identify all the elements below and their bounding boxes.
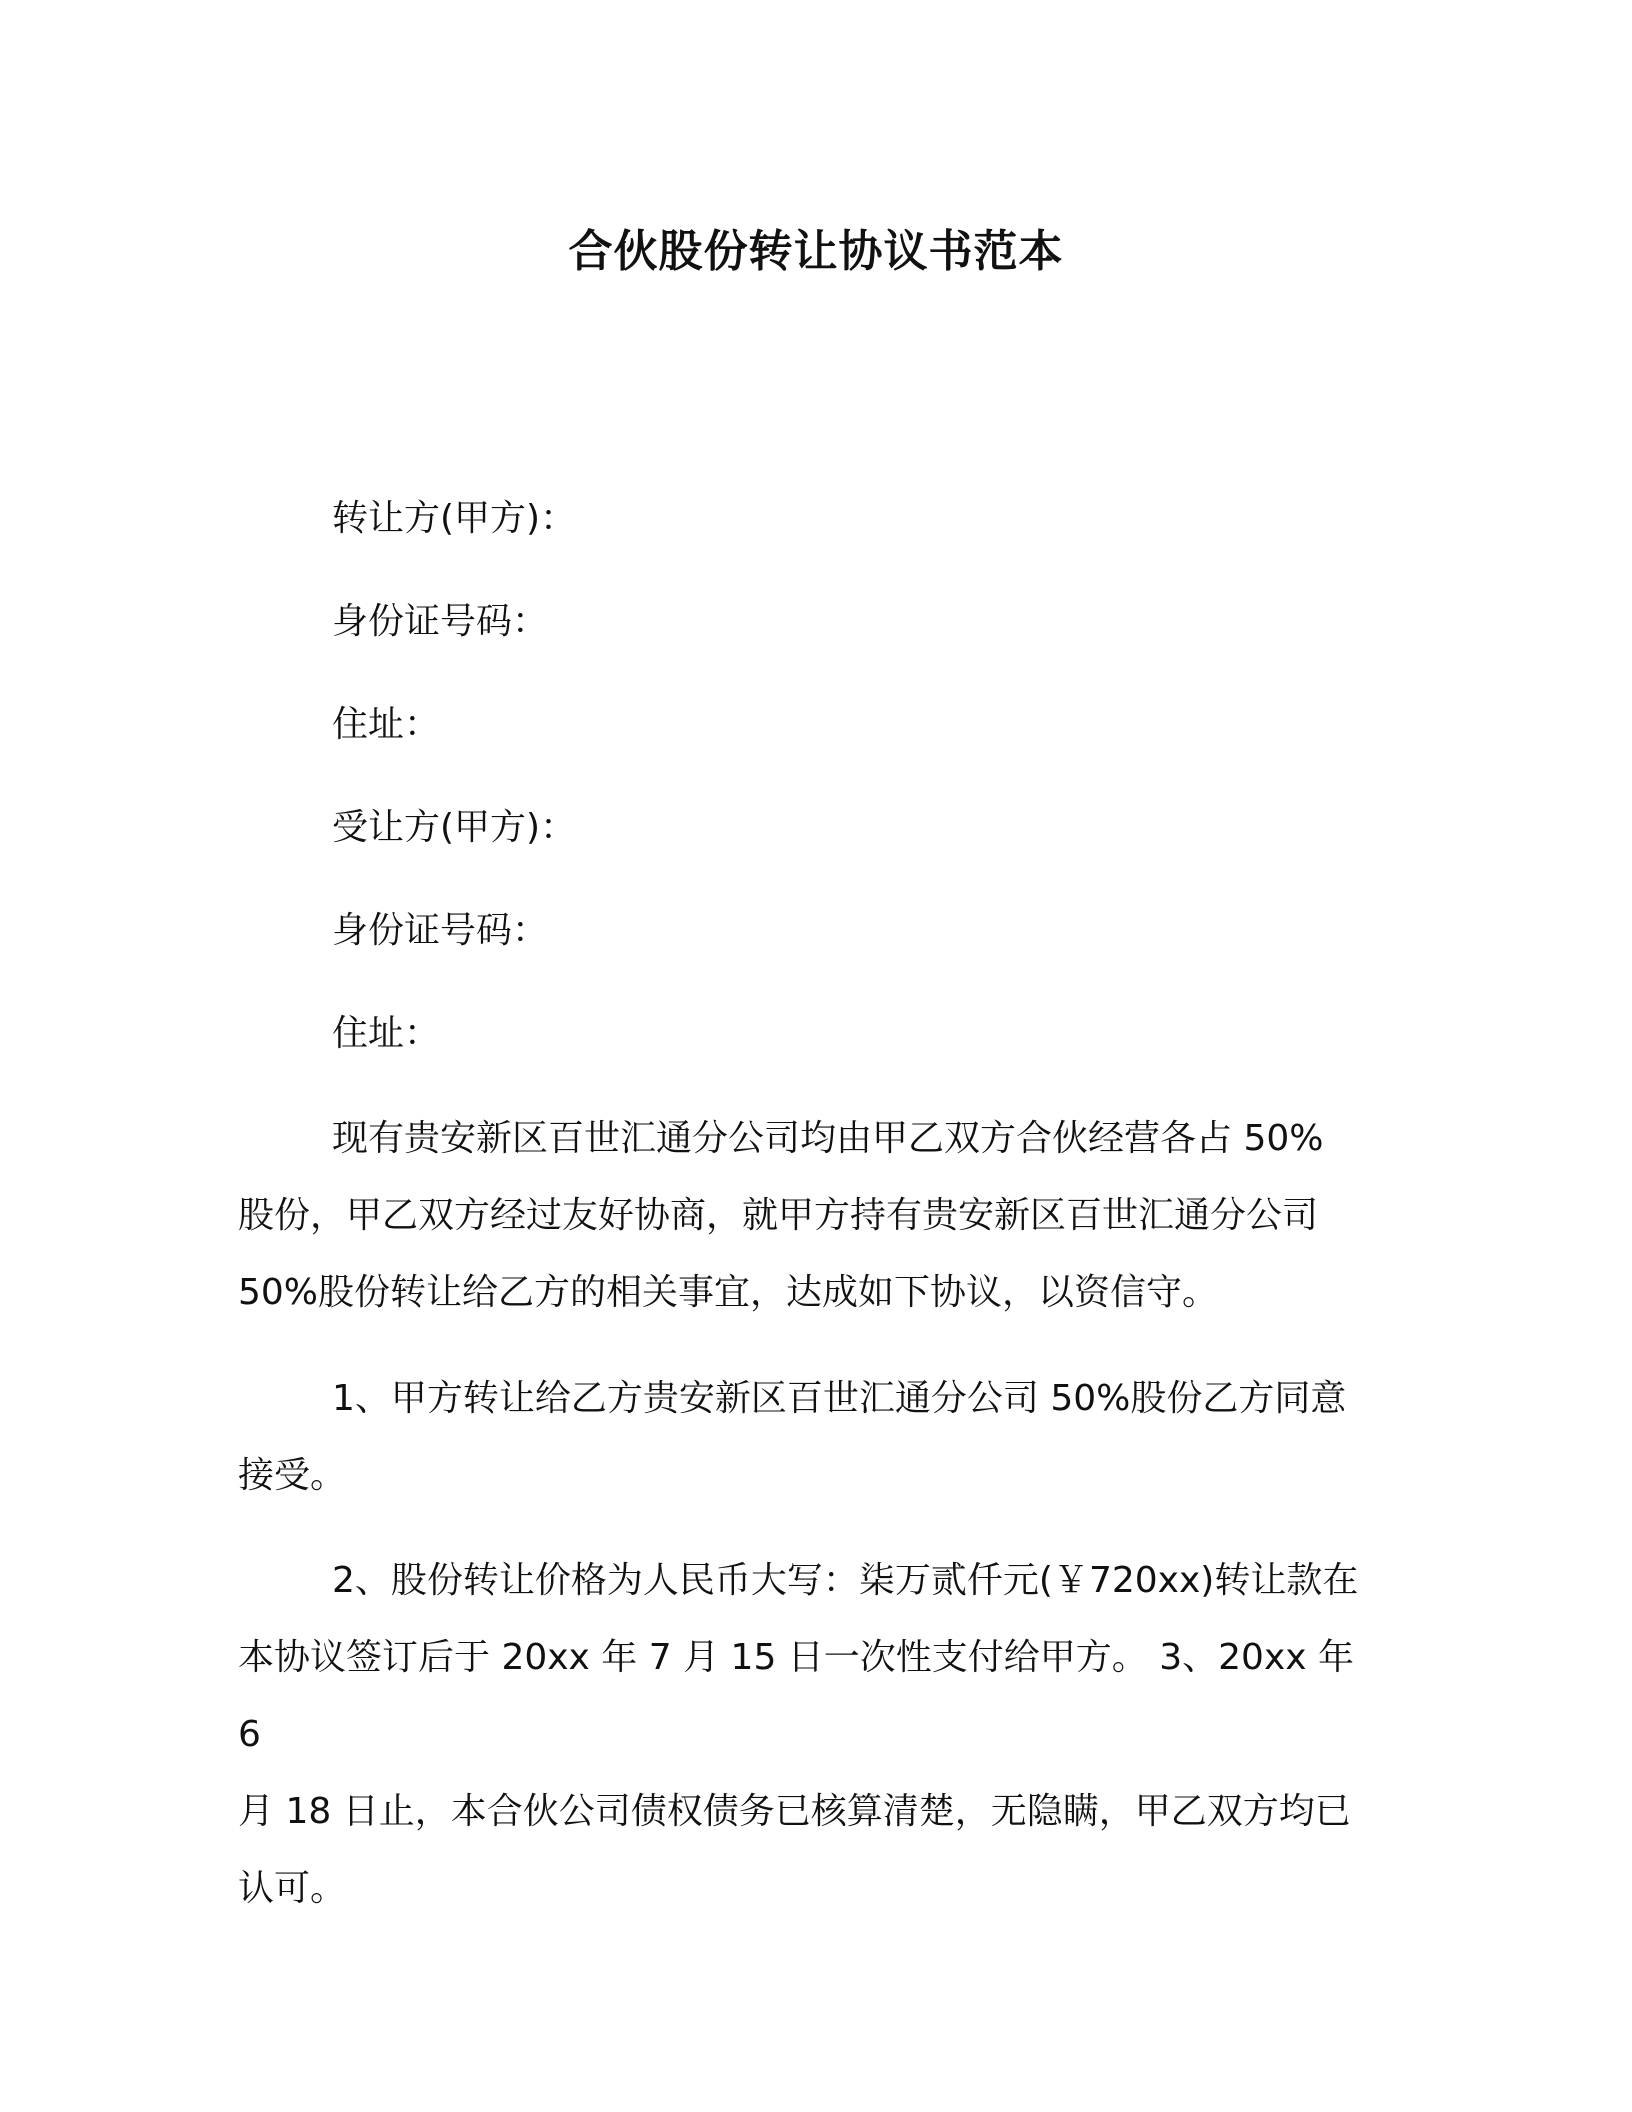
paragraph-line: 月 18 日止，本合伙公司债权债务已核算清楚，无隐瞒，甲乙双方均已 [238,1791,1351,1832]
paragraph-line: 股份，甲乙双方经过友好协商，就甲方持有贵安新区百世汇通分公司 [238,1195,1319,1236]
paragraph-line: 现有贵安新区百世汇通分公司均由甲乙双方合伙经营各占 50% [332,1118,1324,1159]
transferor-id-field: 身份证号码： [332,601,549,642]
intro-paragraph [238,1100,1384,1331]
transferee-field: 受让方(甲方)： [332,807,577,848]
paragraph-line: 接受。 [238,1455,347,1496]
transferor-address-field: 住址： [332,704,441,745]
transferee-address-field: 住址： [332,1013,441,1054]
document-title: 合伙股份转让协议书范本 [568,226,1064,277]
paragraph-line: 50%股份转让给乙方的相关事宜，达成如下协议，以资信守。 [238,1272,1219,1313]
paragraph-line: 认可。 [238,1868,347,1909]
clause-1-paragraph [238,1360,1384,1514]
transferor-field: 转让方(甲方)： [332,498,577,539]
clause-2-paragraph [238,1542,1384,1927]
transferee-id-field: 身份证号码： [332,910,549,951]
paragraph-line: 2、股份转让价格为人民币大写：柒万贰仟元(￥720xx)转让款在 [332,1560,1359,1601]
paragraph-line: 1、甲方转让给乙方贵安新区百世汇通分公司 50%股份乙方同意 [332,1378,1347,1419]
paragraph-line: 本协议签订后于 20xx 年 7 月 15 日一次性支付给甲方。 3、20xx 年 6 [238,1637,1355,1755]
